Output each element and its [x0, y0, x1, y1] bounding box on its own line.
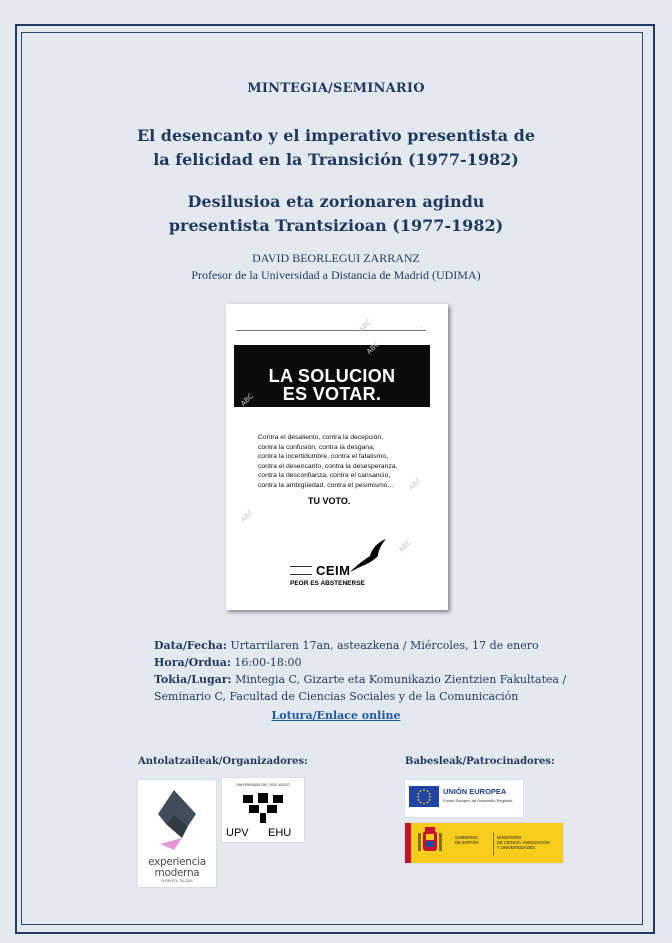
date-value: Urtarrilaren 17an, asteazkena / Miércoles, 17 de enero — [226, 639, 539, 652]
poster-headline-line-2: ES VOTAR. — [282, 384, 382, 404]
place-value-1: Mintegia C, Gizarte eta Komunikazio Zientzien Fakultatea / — [231, 673, 567, 686]
eu-flag-icon — [409, 786, 439, 807]
poster-body-line: contra el desencanto, contra la desesperanza, — [258, 462, 398, 470]
speaker-block — [0, 250, 672, 284]
time-label: Hora/Ordua: — [154, 656, 231, 669]
sponsors-label: Babesleak/Patrocinadores: — [405, 756, 555, 767]
experiencia-text: experiencia — [148, 856, 206, 868]
title-basque-line-2: presentista Trantsizioan (1977-1982) — [168, 216, 504, 235]
poster-body-line: contra la incertidumbre, contra el fatalismo, — [258, 453, 388, 461]
gobierno-espana-logo — [405, 823, 563, 863]
time-row — [154, 654, 584, 671]
place-value-2: Seminario C, Facultad de Ciencias Sociales y de la Comunicación — [154, 690, 519, 703]
poster-watermark: ABC — [407, 476, 424, 492]
gobierno-separator — [493, 833, 494, 855]
eu-title: UNIÓN EUROPEA — [443, 787, 507, 796]
poster-body — [258, 433, 428, 491]
speaker-name: DAVID BEORLEGUI ZARRANZ — [252, 251, 420, 265]
ministerio-line: DE CIENCIA, INNOVACIÓN — [497, 840, 550, 845]
ministerio-line: MINISTERIO — [497, 835, 522, 840]
spain-flag-icon — [405, 823, 453, 863]
title-basque — [0, 190, 672, 238]
poster-headline — [234, 367, 430, 403]
date-label: Data/Fecha: — [154, 639, 227, 652]
poster-slogan: TU VOTO. — [308, 496, 351, 506]
poster-watermark: ABC — [397, 538, 414, 554]
bird-icon — [348, 538, 388, 574]
place-row-2 — [154, 688, 584, 705]
event-details — [154, 637, 584, 705]
date-row — [154, 637, 584, 654]
organizers-label: Antolatzaileak/Organizadores: — [138, 756, 308, 767]
gobierno-line: DE ESPAÑA — [455, 840, 479, 845]
poster-headline-line-1: LA SOLUCION — [268, 366, 396, 386]
poster-image: · LA SOLUCION ES VOTAR. Contra el desaliento, contra la decepción, contra la confusión, contra la desgana, contra la incertidumbre, contra el fatalismo, contra el desencanto, contra la desesperanza, contra la desconfianza, contra el cansancio, contra la ambigüedad, contra el pesimismo... TU VOTO. CEIM PEOR ES ABSTENERSE ABC ABC ABC ABC ABC ABC — [226, 304, 448, 610]
poster-ceim-mark — [290, 566, 312, 575]
poster-body-line: Contra el desaliento, contra la decepción, — [258, 434, 384, 441]
experiencia-moderna-logo — [138, 780, 216, 887]
ikerketa-text: IKERKETA TALDEA — [161, 879, 193, 883]
poster-watermark: ABC — [239, 392, 256, 408]
time-value: 16:00-18:00 — [230, 656, 302, 669]
upv-ehu-tree-icon — [241, 791, 285, 823]
moderna-text: moderna — [154, 867, 200, 879]
poster-header-rule — [236, 330, 426, 331]
eu-subtitle: Fondo Europeo de Desarrollo Regional — [443, 798, 513, 803]
title-basque-line-1: Desilusioa eta zorionaren agindu — [187, 192, 485, 211]
upv-text: UPV — [226, 827, 249, 839]
poster-watermark: ABC — [239, 508, 256, 524]
poster-body-line: contra la confusión, contra la desgana, — [258, 443, 375, 451]
poster-watermark: ABC — [357, 318, 374, 334]
experiencia-moderna-mark-icon — [152, 786, 202, 852]
ministerio-line: Y UNIVERSIDADES — [497, 845, 536, 850]
ministerio-text — [497, 835, 561, 850]
online-link-text[interactable]: Lotura/Enlace online — [271, 709, 401, 722]
upv-ehu-logo — [222, 778, 304, 842]
series-label: MINTEGIA/SEMINARIO — [247, 81, 425, 96]
online-link[interactable] — [0, 709, 672, 722]
title-spanish-line-2: la felicidad en la Transición (1977-1982) — [153, 150, 519, 169]
poster-watermark: ABC — [365, 340, 382, 356]
title-spanish — [0, 124, 672, 172]
speaker-affiliation: Profesor de la Universidad a Distancia de Madrid (UDIMA) — [191, 268, 481, 282]
poster-brand-slogan: PEOR ES ABSTENERSE — [290, 580, 365, 587]
poster-body-line: contra la desconfianza, contra el cansancio, — [258, 472, 391, 480]
gobierno-line: GOBIERNO — [455, 835, 478, 840]
upv-top-text: UNIVERSIDAD DEL PAÍS VASCO — [236, 783, 290, 787]
poster-body-line: contra la ambigüedad, contra el pesimismo... — [258, 481, 394, 489]
ehu-text: EHU — [268, 827, 292, 839]
gobierno-text — [455, 835, 493, 845]
poster-brand: CEIM — [316, 563, 351, 578]
title-spanish-line-1: El desencanto y el imperativo presentista de — [136, 126, 536, 145]
european-union-logo — [405, 780, 523, 817]
place-row — [154, 671, 584, 688]
place-label: Tokia/Lugar: — [154, 673, 232, 686]
